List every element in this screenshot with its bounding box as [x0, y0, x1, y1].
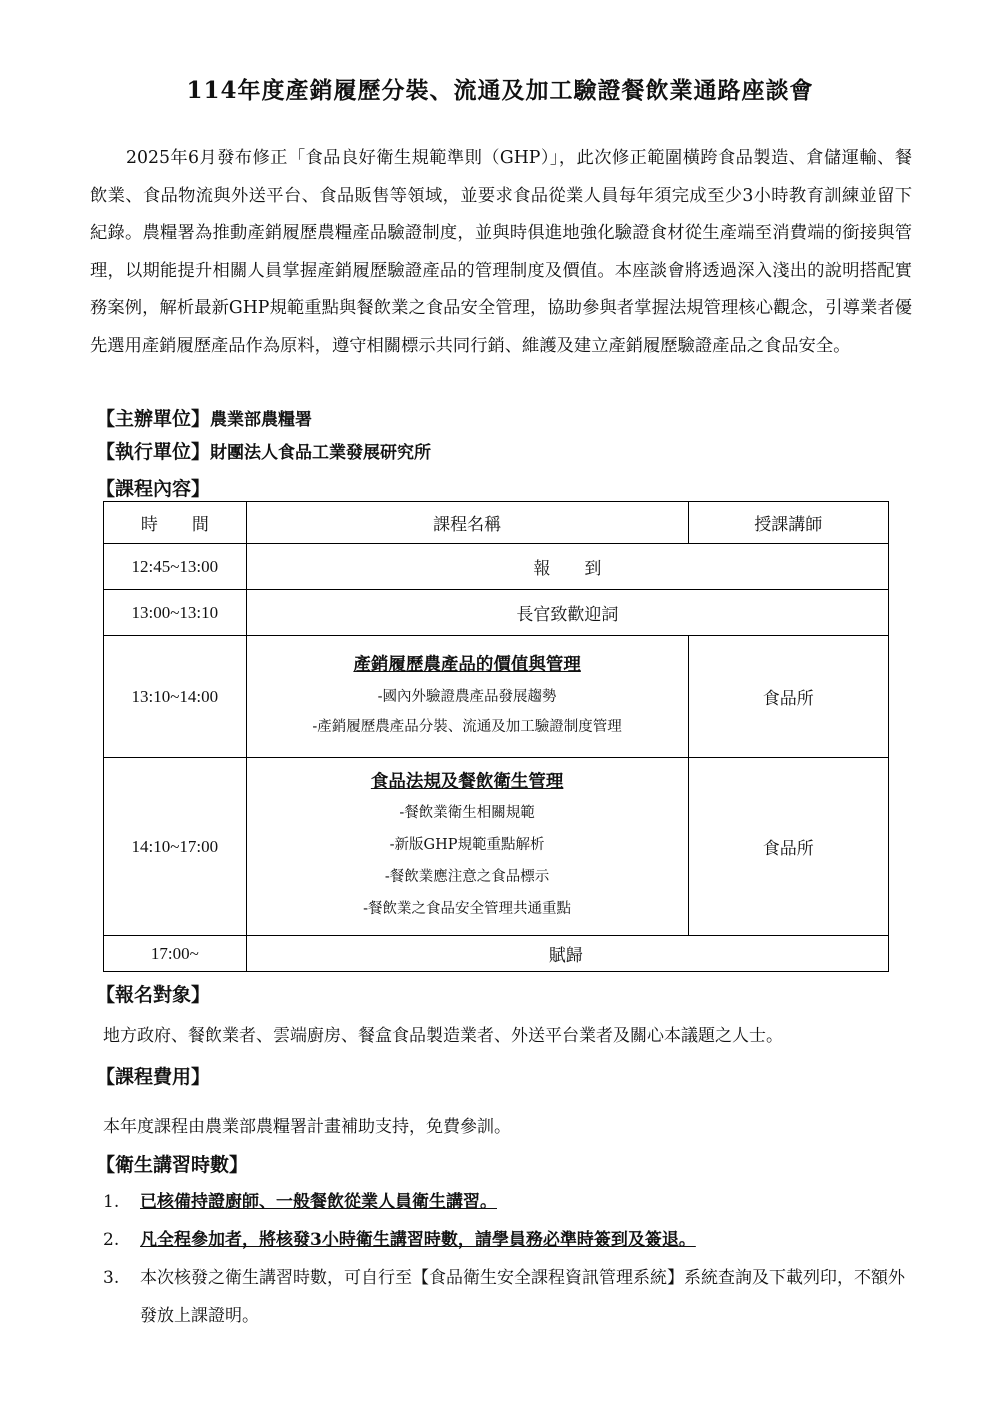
table-row: [104, 758, 889, 936]
table-row: [104, 936, 889, 972]
course-subtopic: -新版GHP規範重點解析: [389, 837, 545, 853]
page-title: 114年度產銷履歷分裝、流通及加工驗證餐飲業通路座談會: [186, 77, 814, 104]
executor-line: [96, 437, 431, 464]
intro-paragraph: [90, 140, 912, 366]
audience-heading: 【報名對象】: [96, 984, 211, 1006]
item-text: 本次核發之衛生講習時數，可自行至【食品衛生安全課程資訊管理系統】系統查詢及下載列印，不額外發放上課證明。: [140, 1268, 905, 1326]
item-number: 3.: [103, 1268, 120, 1288]
organizer-label: 【主辦單位】: [96, 408, 211, 430]
audience-text: 地方政府、餐飲業者、雲端廚房、餐盒食品製造業者、外送平台業者及關心本議題之人士。: [103, 1026, 783, 1046]
item-text: 凡全程參加者，將核發3小時衛生講習時數，請學員務必準時簽到及簽退。: [140, 1230, 696, 1250]
course-title: 食品法規及餐飲衛生管理: [370, 772, 564, 792]
schedule-table: [103, 501, 889, 972]
row-course: 報 到: [246, 544, 888, 590]
intro-text: 2025年6月發布修正「食品良好衛生規範準則（GHP）」，此次修正範圍橫跨食品製造、倉儲運輸、餐飲業、食品物流與外送平台、食品販售等領域，並要求食品從業人員每年須完成至少3小時教育訓練並留下紀錄。農糧署為推動產銷履歷農糧產品驗證制度，並與時俱進地強化驗證食材從生產端至消費端的銜接與管理，以期能提升相關人員掌握產銷履歷驗證產品的管理制度及價值。本座談會將透過深入淺出的說明搭配實務案例，解析最新GHP規範重點與餐飲業之食品安全管理，協助參與者掌握法規管理核心觀念，引導業者優先選用產銷履歷產品作為原料，遵守相關標示共同行銷、維護及建立產銷履歷驗證產品之食品安全。: [90, 148, 912, 356]
course-subtopic: -餐飲業應注意之食品標示: [384, 869, 550, 885]
course-subtopic: -餐飲業衛生相關規範: [399, 805, 535, 821]
course-subtopic: -產銷履歷農產品分裝、流通及加工驗證制度管理: [312, 719, 622, 735]
executor-label: 【執行單位】: [96, 441, 211, 463]
course-subtopic: -餐飲業之食品安全管理共通重點: [363, 901, 572, 917]
executor-value: 財團法人食品工業發展研究所: [210, 443, 432, 463]
header-course: 課程名稱: [246, 502, 688, 544]
hours-heading: 【衛生講習時數】: [96, 1154, 249, 1176]
row-time: 12:45~13:00: [104, 544, 247, 590]
header-time: 時 間: [104, 502, 247, 544]
item-number: 2.: [103, 1230, 120, 1250]
row-time: 13:10~14:00: [104, 636, 247, 758]
course-heading: 【課程內容】: [96, 478, 211, 500]
row-course: [246, 758, 688, 936]
item-text: 已核備持證廚師、一般餐飲從業人員衛生講習。: [140, 1192, 497, 1212]
course-title: 產銷履歷農產品的價值與管理: [353, 655, 581, 675]
header-teacher: 授課講師: [688, 502, 888, 544]
row-course: 賦歸: [246, 936, 888, 972]
row-teacher: 食品所: [688, 636, 888, 758]
organizer-value: 農業部農糧署: [210, 410, 313, 430]
organizer-line: [96, 404, 312, 431]
row-course: [246, 636, 688, 758]
fee-text: 本年度課程由農業部農糧署計畫補助支持，免費參訓。: [103, 1117, 511, 1137]
table-row: [104, 544, 889, 590]
table-header-row: [104, 502, 889, 544]
table-row: [104, 636, 889, 758]
course-subtopic: -國內外驗證農產品發展趨勢: [377, 689, 557, 705]
item-number: 1.: [103, 1192, 120, 1212]
row-time: 13:00~13:10: [104, 590, 247, 636]
row-teacher: 食品所: [688, 758, 888, 936]
fee-heading: 【課程費用】: [96, 1066, 211, 1088]
table-row: [104, 590, 889, 636]
row-time: 14:10~17:00: [104, 758, 247, 936]
row-time: 17:00~: [104, 936, 247, 972]
row-course: 長官致歡迎詞: [246, 590, 888, 636]
